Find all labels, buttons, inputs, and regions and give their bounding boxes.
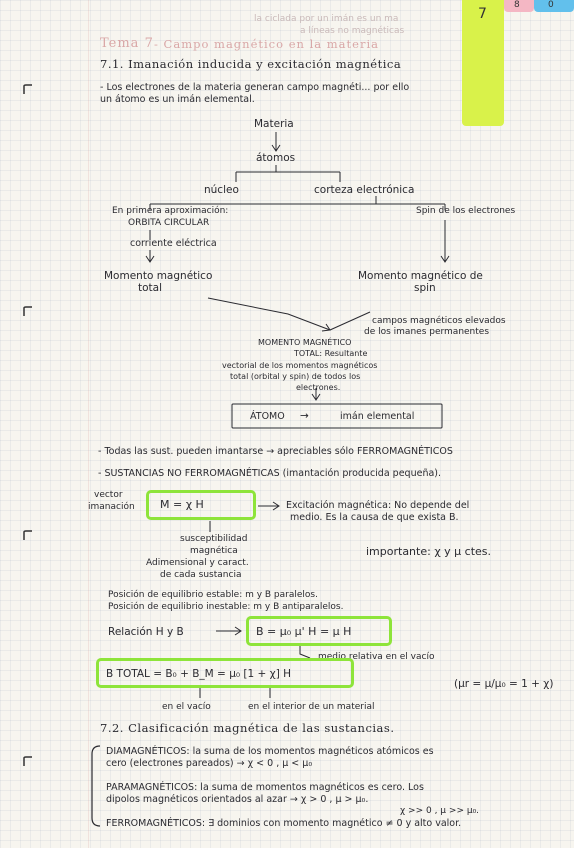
imanacion-formula: M = χ H xyxy=(160,498,204,511)
en-vacio: en el vacío xyxy=(162,702,211,712)
diagram-vectorial: vectorial de los momentos magnéticos xyxy=(222,361,378,370)
diagram-atomos: átomos xyxy=(256,152,296,164)
en-interior: en el interior de un material xyxy=(248,702,375,712)
diagram-corteza: corteza electrónica xyxy=(314,184,415,196)
diagram-momento-total: total xyxy=(138,282,163,294)
bullet-line: - SUSTANCIAS NO FERROMAGNÉTICAS (imantación producida pequeña). xyxy=(98,468,442,479)
diagram-campos: campos magnéticos elevados xyxy=(372,316,506,326)
relacion-formula: B = μ₀ μ' H = μ H xyxy=(256,625,352,638)
diagram-atomo: ÁTOMO xyxy=(250,411,285,422)
diagram-arrow: → xyxy=(300,410,309,422)
top-note-line2: a líneas no magnéticas xyxy=(300,26,405,36)
intro-line: un átomo es un imán elemental. xyxy=(100,94,255,105)
diagram-spin-electrones: Spin de los electrones xyxy=(416,206,516,216)
medio-relativa: medio relativa en el vacío xyxy=(318,652,435,662)
btotal-formula: B TOTAL = B₀ + B_M = μ₀ [1 + χ] H xyxy=(106,668,292,680)
tab-pink-label: 8 xyxy=(514,0,520,10)
vector-label: imanación xyxy=(88,502,135,512)
diagram-campos: de los imanes permanentes xyxy=(364,327,490,337)
bullet-line: - Todas las sust. pueden imantarse → apreciables sólo FERROMAGNÉTICOS xyxy=(98,446,453,457)
diagram-primera: En primera aproximación: xyxy=(112,206,229,216)
mu-r: (μr = μ/μ₀ = 1 + χ) xyxy=(454,678,554,690)
diagram-corriente: corriente eléctrica xyxy=(130,238,217,249)
diagram-momento-spin: Momento magnético de xyxy=(358,270,483,282)
diagram-nucleo: núcleo xyxy=(204,184,239,196)
diagram-momento-spin: spin xyxy=(414,282,436,294)
para-line: χ >> 0 , μ >> μ₀. xyxy=(400,806,480,816)
tab-blue-label: 0 xyxy=(548,0,554,10)
susceptibilidad: susceptibilidad xyxy=(180,534,248,544)
intro-line: - Los electrones de la materia generan campo magnéti... por ello xyxy=(100,82,410,93)
relacion-label: Relación H y B xyxy=(108,626,184,638)
section-heading: 7.1. Imanación inducida y excitación magnética xyxy=(100,57,402,71)
diagram-mm-total: TOTAL: Resultante xyxy=(294,349,368,358)
diagram-mm-total: MOMENTO MAGNÉTICO xyxy=(258,338,352,347)
equilibrio-line: Posición de equilibrio inestable: m y B antiparalelos. xyxy=(108,602,344,612)
section-heading: 7.2. Clasificación magnética de las sustancias. xyxy=(100,721,395,735)
page-title-number: Tema 7 xyxy=(100,36,154,51)
top-note-line1: la ciclada por un imán es un ma xyxy=(254,14,399,24)
susceptibilidad: Adimensional y caract. xyxy=(146,558,249,568)
dia-line: DIAMAGNÉTICOS: la suma de los momentos magnéticos atómicos es xyxy=(106,746,434,757)
diagram-vectorial: electrones. xyxy=(296,383,341,392)
excitacion-line: medio. Es la causa de que exista B. xyxy=(290,512,459,523)
page-title: - Campo magnético en la materia xyxy=(154,37,379,51)
diagram-orbita: ORBITA CIRCULAR xyxy=(128,218,210,228)
diagram-materia: Materia xyxy=(254,118,294,130)
equilibrio-line: Posición de equilibrio estable: m y B paralelos. xyxy=(108,590,318,600)
para-line: dipolos magnéticos orientados al azar → χ > 0 , μ > μ₀. xyxy=(106,794,369,805)
importante: importante: χ y μ ctes. xyxy=(366,545,492,558)
diagram-momento-total: Momento magnético xyxy=(104,270,213,282)
susceptibilidad: de cada sustancia xyxy=(160,570,242,580)
vector-label: vector xyxy=(94,490,123,500)
excitacion-line: Excitación magnética: No depende del xyxy=(286,500,470,511)
para-line: PARAMAGNÉTICOS: la suma de momentos magnéticos es cero. Los xyxy=(106,782,424,793)
susceptibilidad: magnética xyxy=(190,546,238,556)
diagram-iman: imán elemental xyxy=(340,411,415,422)
dia-line: cero (electrones pareados) → χ < 0 , μ < μ₀ xyxy=(106,758,313,769)
tab-green-label: 7 xyxy=(478,6,487,22)
ferro-line: FERROMAGNÉTICOS: ∃ dominios con momento magnético ≠ 0 y alto valor. xyxy=(106,818,462,829)
diagram-vectorial: total (orbital y spin) de todos los xyxy=(230,372,361,381)
